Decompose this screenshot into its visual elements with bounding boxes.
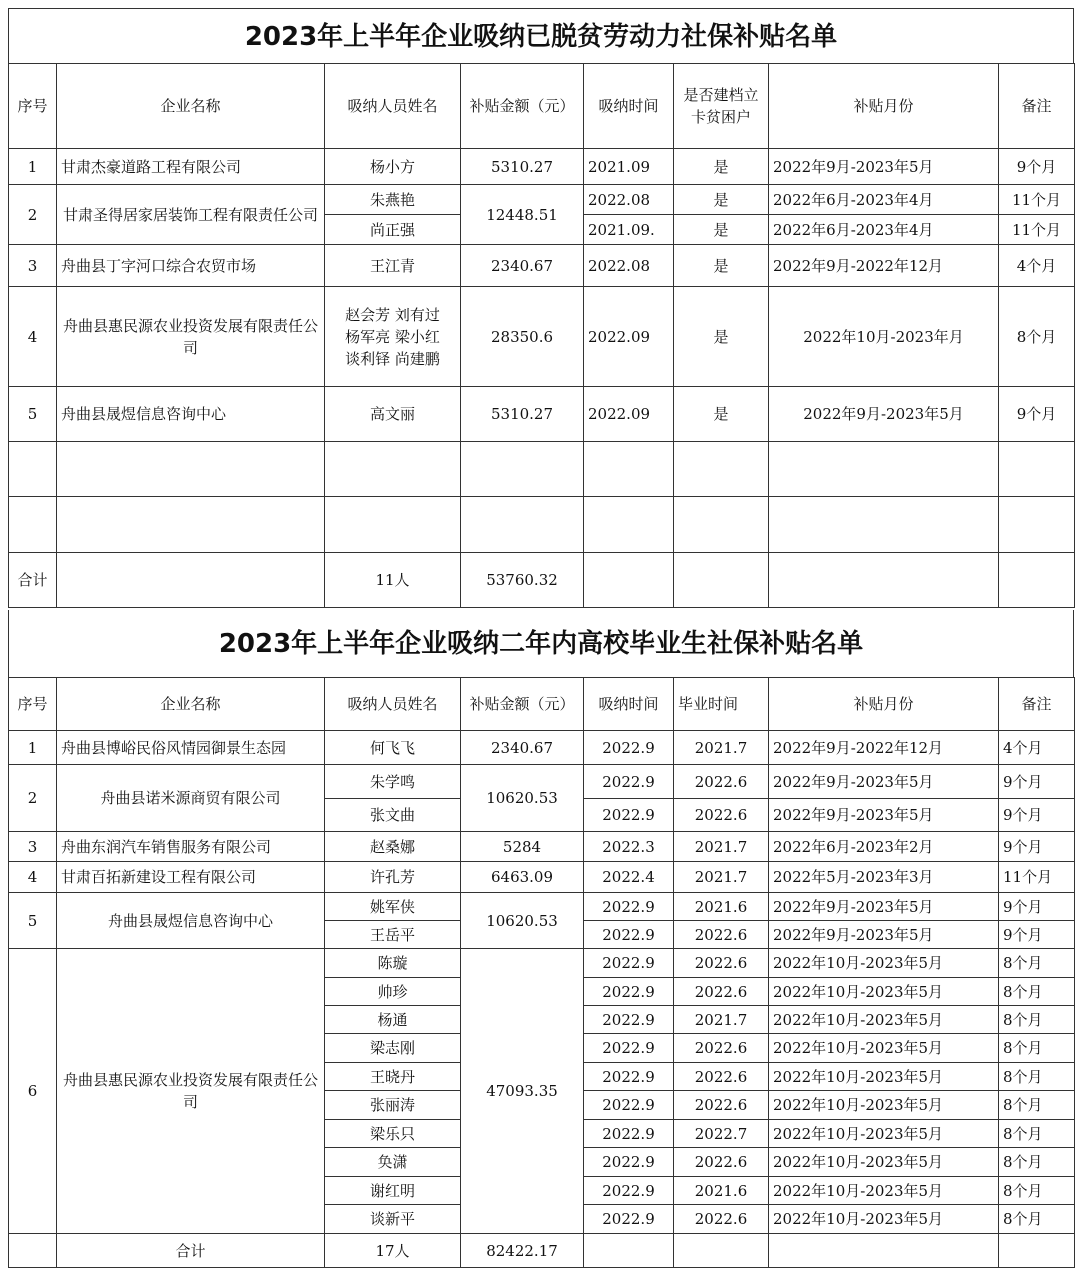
row-months: 2022年10月-2023年5月 (769, 1063, 999, 1091)
table1 (8, 63, 1075, 608)
row-no: 4 (9, 287, 57, 387)
row-note: 8个月 (999, 1120, 1075, 1148)
row-name: 陈璇 (325, 949, 461, 978)
row-time: 2022.4 (584, 862, 674, 893)
table-row (9, 893, 1075, 921)
row-name: 谢红明 (325, 1177, 461, 1205)
row-grad: 2021.6 (674, 1177, 769, 1205)
row-time: 2022.08 (584, 245, 674, 287)
row-time: 2022.3 (584, 832, 674, 862)
table-row (9, 949, 1075, 978)
empty-row (9, 442, 1075, 497)
row-note: 8个月 (999, 949, 1075, 978)
row-name: 帅珍 (325, 978, 461, 1006)
header-months: 补贴月份 (769, 678, 999, 731)
row-amount: 2340.67 (461, 731, 584, 765)
row-months: 2022年6月-2023年4月 (769, 185, 999, 215)
row-company: 舟曲东润汽车销售服务有限公司 (57, 832, 325, 862)
row-no: 5 (9, 893, 57, 949)
row-name: 王江青 (325, 245, 461, 287)
row-company: 舟曲县惠民源农业投资发展有限责任公司 (57, 287, 325, 387)
empty-row (9, 497, 1075, 553)
header-name: 吸纳人员姓名 (325, 64, 461, 149)
row-time: 2022.9 (584, 1006, 674, 1034)
row-note: 9个月 (999, 387, 1075, 442)
row-name: 高文丽 (325, 387, 461, 442)
row-company: 舟曲县惠民源农业投资发展有限责任公司 (57, 949, 325, 1234)
total-amount: 53760.32 (461, 553, 584, 608)
row-note: 11个月 (999, 185, 1075, 215)
row-time: 2022.9 (584, 1091, 674, 1120)
row-note: 11个月 (999, 862, 1075, 893)
row-note: 9个月 (999, 832, 1075, 862)
row-grad: 2021.6 (674, 893, 769, 921)
row-poor: 是 (674, 185, 769, 215)
row-company: 舟曲县晟煜信息咨询中心 (57, 387, 325, 442)
row-months: 2022年10月-2023年月 (769, 287, 999, 387)
row-note: 8个月 (999, 1034, 1075, 1063)
row-months: 2022年10月-2023年5月 (769, 1177, 999, 1205)
row-time: 2022.9 (584, 1063, 674, 1091)
table-row (9, 185, 1075, 215)
row-months: 2022年10月-2023年5月 (769, 1205, 999, 1234)
row-company: 甘肃杰豪道路工程有限公司 (57, 149, 325, 185)
row-time: 2022.09 (584, 287, 674, 387)
row-months: 2022年10月-2023年5月 (769, 1006, 999, 1034)
table-row (9, 731, 1075, 765)
row-months: 2022年6月-2023年2月 (769, 832, 999, 862)
row-name: 杨通 (325, 1006, 461, 1034)
table-row (9, 765, 1075, 799)
row-amount: 5284 (461, 832, 584, 862)
header-no: 序号 (9, 64, 57, 149)
row-name: 何飞飞 (325, 731, 461, 765)
row-name: 姚军侠 (325, 893, 461, 921)
table2-header-row (9, 678, 1075, 731)
row-months: 2022年9月-2023年5月 (769, 799, 999, 832)
header-poor: 是否建档立卡贫困户 (674, 64, 769, 149)
total-row (9, 553, 1075, 608)
total-label: 合计 (9, 553, 57, 608)
row-amount: 6463.09 (461, 862, 584, 893)
row-names-line: 谈利铎 尚建鹏 (345, 349, 440, 368)
row-time: 2022.9 (584, 949, 674, 978)
row-months: 2022年10月-2023年5月 (769, 1034, 999, 1063)
row-company: 舟曲县博峪民俗风情园御景生态园 (57, 731, 325, 765)
table-row (9, 387, 1075, 442)
row-amount: 5310.27 (461, 149, 584, 185)
row-name: 赵桑娜 (325, 832, 461, 862)
header-months: 补贴月份 (769, 64, 999, 149)
table-row (9, 832, 1075, 862)
row-grad: 2022.6 (674, 1205, 769, 1234)
row-note: 8个月 (999, 1006, 1075, 1034)
row-grad: 2022.6 (674, 1063, 769, 1091)
row-name: 张丽涛 (325, 1091, 461, 1120)
row-time: 2022.9 (584, 1034, 674, 1063)
row-grad: 2021.7 (674, 832, 769, 862)
row-name: 杨小方 (325, 149, 461, 185)
table2-title: 2023年上半年企业吸纳二年内高校毕业生社保补贴名单 (8, 610, 1074, 678)
row-months: 2022年9月-2022年12月 (769, 731, 999, 765)
total-row (9, 1234, 1075, 1268)
row-company: 舟曲县诺米源商贸有限公司 (57, 765, 325, 832)
row-note: 8个月 (999, 1148, 1075, 1177)
row-no: 2 (9, 765, 57, 832)
table2 (8, 677, 1075, 1268)
header-note: 备注 (999, 678, 1075, 731)
row-name: 奂潇 (325, 1148, 461, 1177)
header-company: 企业名称 (57, 64, 325, 149)
row-name: 梁志刚 (325, 1034, 461, 1063)
row-time: 2022.9 (584, 1148, 674, 1177)
row-poor: 是 (674, 149, 769, 185)
row-grad: 2022.6 (674, 949, 769, 978)
row-months: 2022年10月-2023年5月 (769, 1120, 999, 1148)
header-name: 吸纳人员姓名 (325, 678, 461, 731)
header-amount: 补贴金额（元） (461, 64, 584, 149)
row-months: 2022年9月-2023年5月 (769, 149, 999, 185)
row-amount: 10620.53 (461, 893, 584, 949)
row-months: 2022年9月-2023年5月 (769, 765, 999, 799)
row-note: 8个月 (999, 1177, 1075, 1205)
row-time: 2022.9 (584, 1120, 674, 1148)
row-grad: 2021.7 (674, 1006, 769, 1034)
row-poor: 是 (674, 245, 769, 287)
header-time: 吸纳时间 (584, 678, 674, 731)
row-names (325, 287, 461, 387)
row-amount: 5310.27 (461, 387, 584, 442)
row-note: 8个月 (999, 1063, 1075, 1091)
header-amount: 补贴金额（元） (461, 678, 584, 731)
total-count: 17人 (325, 1234, 461, 1268)
row-company: 舟曲县丁字河口综合农贸市场 (57, 245, 325, 287)
row-time: 2022.9 (584, 1205, 674, 1234)
row-company: 甘肃百拓新建设工程有限公司 (57, 862, 325, 893)
row-poor: 是 (674, 215, 769, 245)
row-amount: 10620.53 (461, 765, 584, 832)
table-row (9, 149, 1075, 185)
row-time: 2022.9 (584, 893, 674, 921)
row-name: 尚正强 (325, 215, 461, 245)
header-time: 吸纳时间 (584, 64, 674, 149)
row-months: 2022年10月-2023年5月 (769, 949, 999, 978)
row-time: 2022.08 (584, 185, 674, 215)
row-months: 2022年9月-2023年5月 (769, 387, 999, 442)
row-name: 许孔芳 (325, 862, 461, 893)
header-note: 备注 (999, 64, 1075, 149)
row-amount: 2340.67 (461, 245, 584, 287)
row-company: 舟曲县晟煜信息咨询中心 (57, 893, 325, 949)
row-grad: 2022.6 (674, 921, 769, 949)
row-no: 6 (9, 949, 57, 1234)
row-time: 2022.09 (584, 387, 674, 442)
row-amount: 12448.51 (461, 185, 584, 245)
row-names-line: 赵会芳 刘有过 (345, 305, 440, 324)
header-no: 序号 (9, 678, 57, 731)
table1-header-row (9, 64, 1075, 149)
row-note: 11个月 (999, 215, 1075, 245)
header-company: 企业名称 (57, 678, 325, 731)
row-no: 1 (9, 731, 57, 765)
row-months: 2022年10月-2023年5月 (769, 1091, 999, 1120)
row-time: 2022.9 (584, 765, 674, 799)
row-time: 2021.09. (584, 215, 674, 245)
row-note: 8个月 (999, 287, 1075, 387)
row-poor: 是 (674, 287, 769, 387)
table-row (9, 862, 1075, 893)
row-months: 2022年9月-2023年5月 (769, 893, 999, 921)
row-grad: 2022.7 (674, 1120, 769, 1148)
row-names-line: 杨军亮 梁小红 (345, 327, 440, 346)
row-no: 3 (9, 245, 57, 287)
row-no: 5 (9, 387, 57, 442)
row-time: 2022.9 (584, 921, 674, 949)
table-row (9, 245, 1075, 287)
row-no: 1 (9, 149, 57, 185)
row-months: 2022年9月-2022年12月 (769, 245, 999, 287)
row-poor: 是 (674, 387, 769, 442)
row-time: 2022.9 (584, 978, 674, 1006)
row-name: 梁乐只 (325, 1120, 461, 1148)
row-grad: 2021.7 (674, 862, 769, 893)
row-grad: 2022.6 (674, 1091, 769, 1120)
row-grad: 2022.6 (674, 799, 769, 832)
total-amount: 82422.17 (461, 1234, 584, 1268)
row-company: 甘肃圣得居家居装饰工程有限责任公司 (57, 185, 325, 245)
row-grad: 2022.6 (674, 765, 769, 799)
row-name: 张文曲 (325, 799, 461, 832)
row-note: 4个月 (999, 245, 1075, 287)
row-months: 2022年10月-2023年5月 (769, 978, 999, 1006)
row-time: 2022.9 (584, 1177, 674, 1205)
table-row (9, 287, 1075, 387)
row-grad: 2021.7 (674, 731, 769, 765)
row-amount: 47093.35 (461, 949, 584, 1234)
row-note: 8个月 (999, 1091, 1075, 1120)
row-note: 8个月 (999, 978, 1075, 1006)
row-name: 王岳平 (325, 921, 461, 949)
row-grad: 2022.6 (674, 978, 769, 1006)
row-note: 9个月 (999, 765, 1075, 799)
row-note: 8个月 (999, 1205, 1075, 1234)
row-no: 2 (9, 185, 57, 245)
row-time: 2021.09 (584, 149, 674, 185)
row-amount: 28350.6 (461, 287, 584, 387)
row-time: 2022.9 (584, 799, 674, 832)
row-note: 9个月 (999, 799, 1075, 832)
row-no: 3 (9, 832, 57, 862)
row-months: 2022年5月-2023年3月 (769, 862, 999, 893)
row-note: 9个月 (999, 921, 1075, 949)
row-name: 王晓丹 (325, 1063, 461, 1091)
row-grad: 2022.6 (674, 1148, 769, 1177)
table1-title: 2023年上半年企业吸纳已脱贫劳动力社保补贴名单 (8, 8, 1074, 64)
row-no: 4 (9, 862, 57, 893)
row-name: 朱燕艳 (325, 185, 461, 215)
row-note: 4个月 (999, 731, 1075, 765)
row-months: 2022年10月-2023年5月 (769, 1148, 999, 1177)
row-note: 9个月 (999, 149, 1075, 185)
row-months: 2022年6月-2023年4月 (769, 215, 999, 245)
row-time: 2022.9 (584, 731, 674, 765)
header-grad: 毕业时间 (674, 678, 769, 731)
row-name: 谈新平 (325, 1205, 461, 1234)
row-name: 朱学鸣 (325, 765, 461, 799)
row-grad: 2022.6 (674, 1034, 769, 1063)
total-label: 合计 (57, 1234, 325, 1268)
total-count: 11人 (325, 553, 461, 608)
row-note: 9个月 (999, 893, 1075, 921)
row-months: 2022年9月-2023年5月 (769, 921, 999, 949)
